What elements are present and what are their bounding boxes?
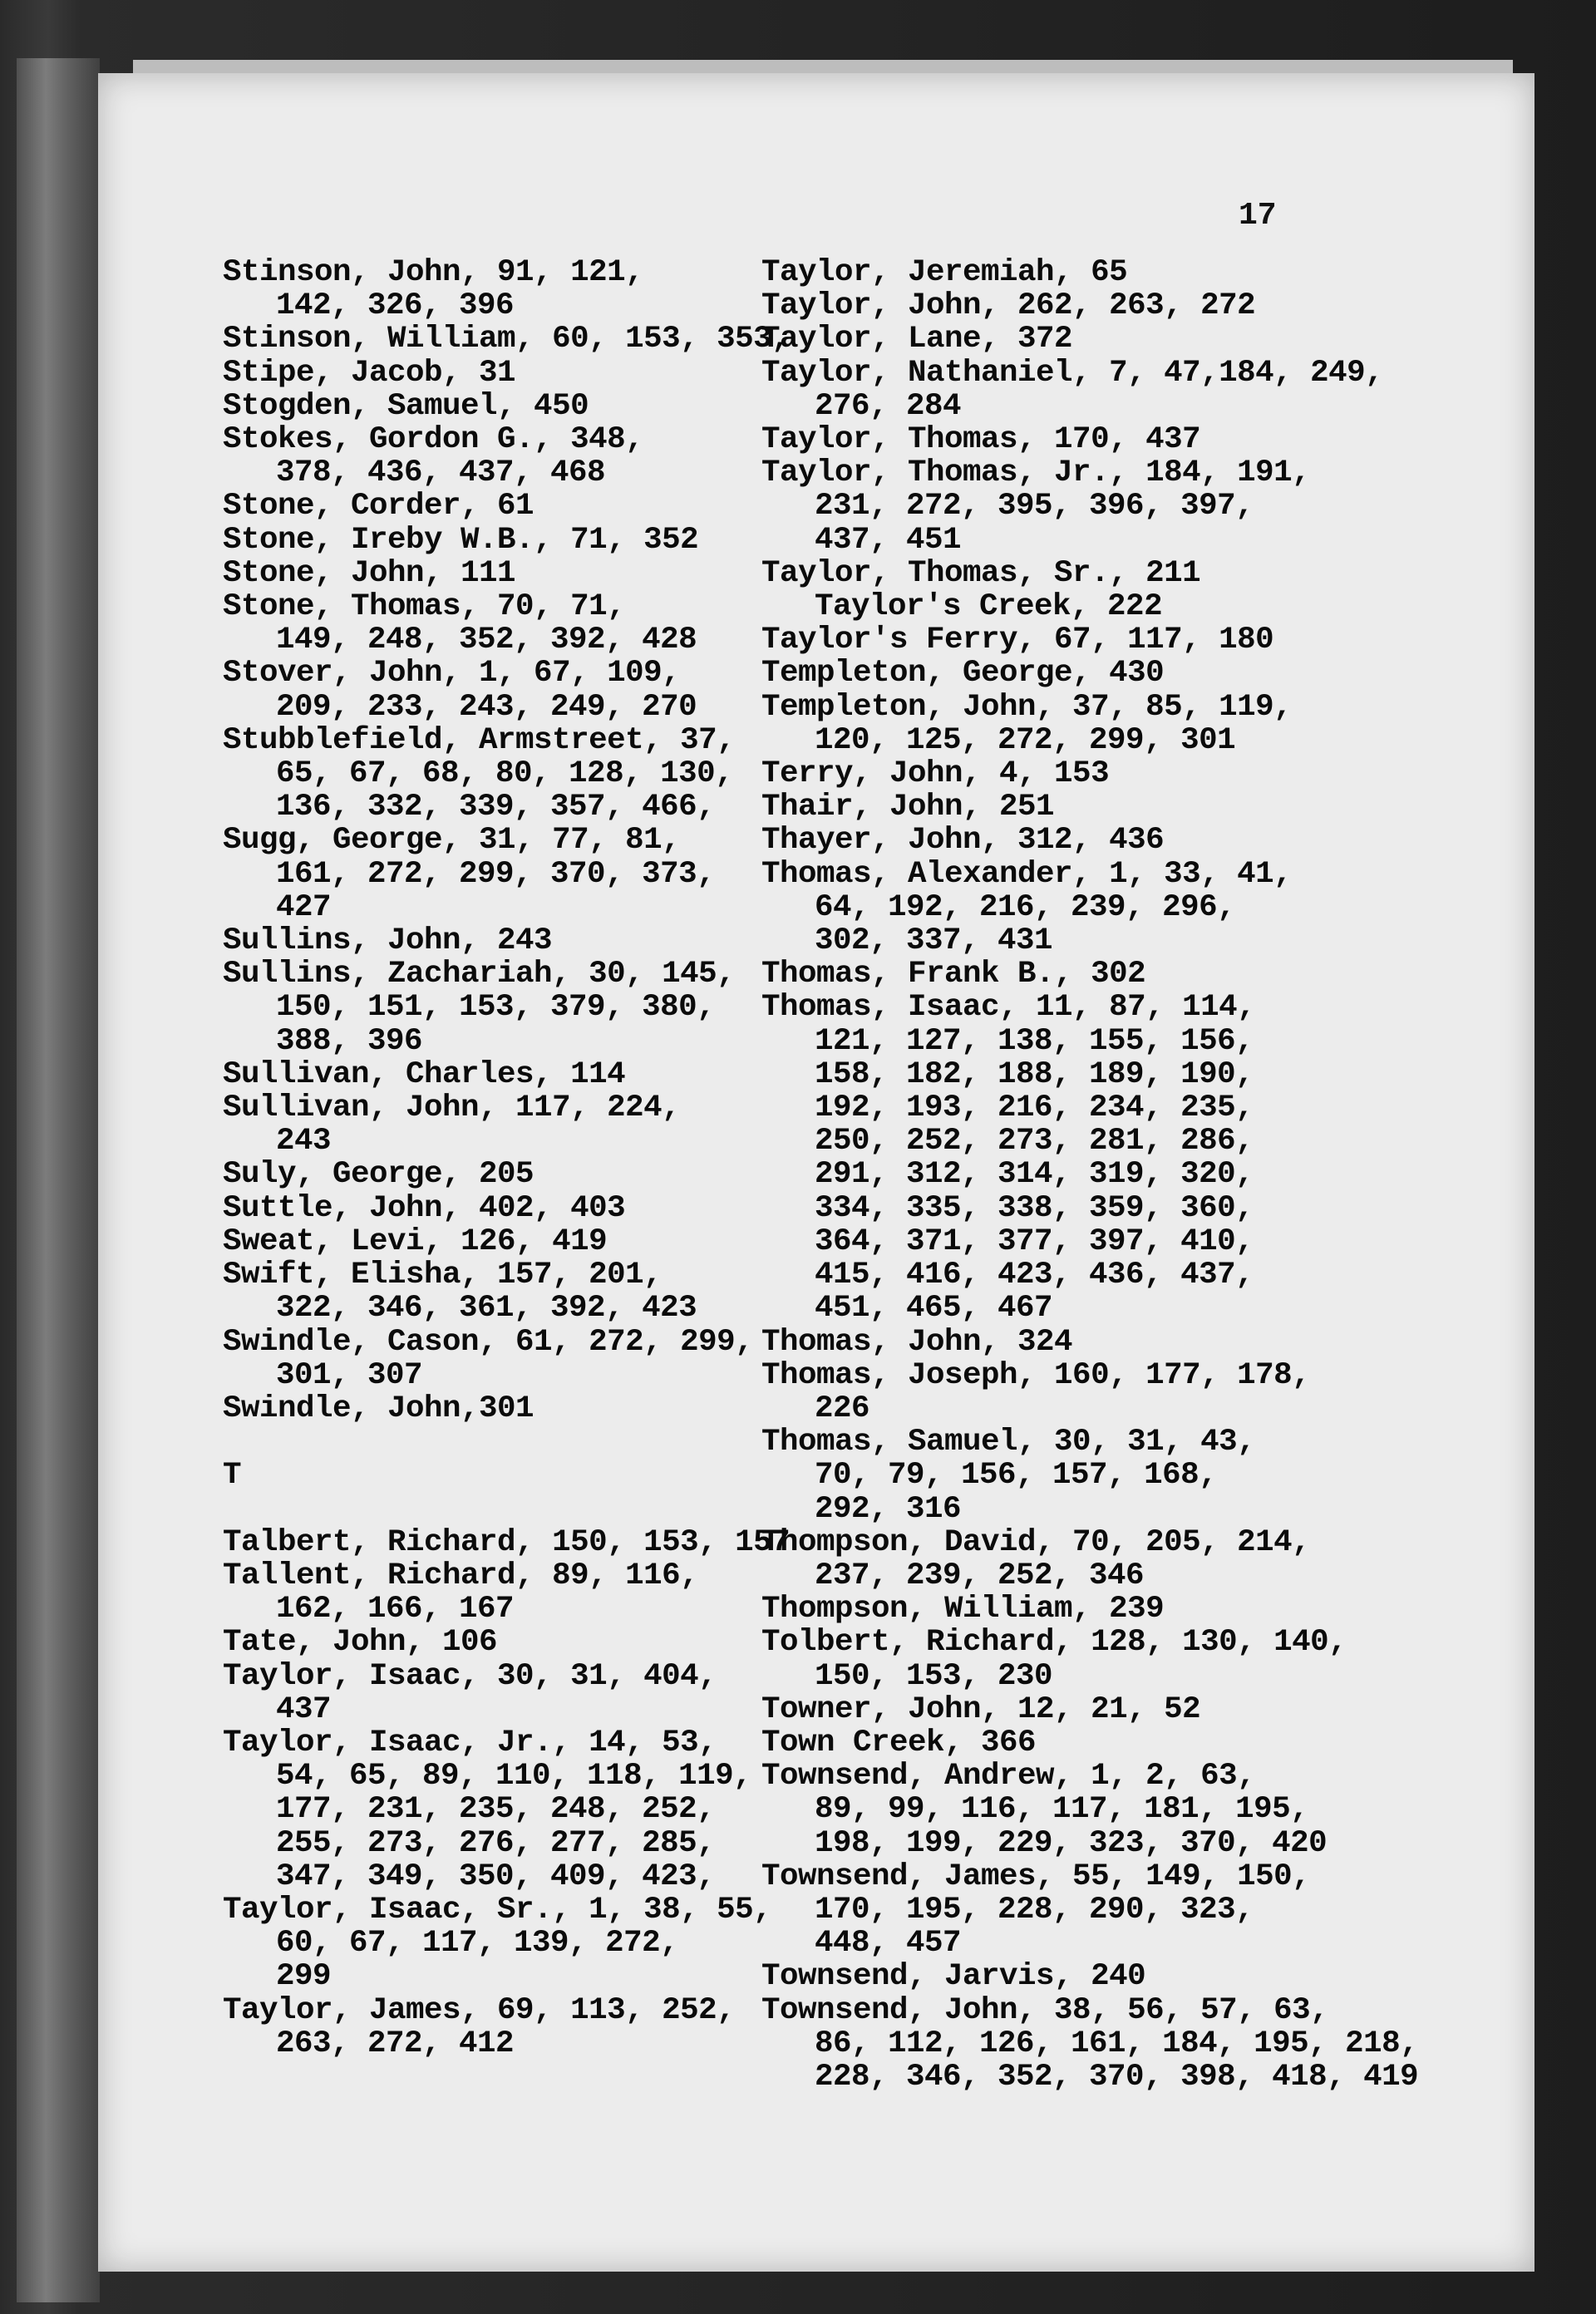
index-column-left xyxy=(223,255,791,2061)
index-entry xyxy=(761,1425,1443,1526)
index-entry-pages: 388, 396 xyxy=(276,1023,423,1059)
index-entry-name: Townsend, Jarvis, 240 xyxy=(761,1959,1146,1995)
index-entry-name: Sullivan, Charles, 114 xyxy=(223,1056,626,1092)
index-entry-pages: 255, 273, 276, 277, 285, xyxy=(276,1825,716,1861)
index-entry-pages: 60, 67, 117, 139, 272, xyxy=(276,1926,679,1962)
index-entry xyxy=(223,657,755,723)
index-entry xyxy=(223,524,755,557)
index-entry-name: Talbert, Richard, 150, 153, 157 xyxy=(223,1524,791,1560)
index-entry-pages: 451, 465, 467 xyxy=(815,1291,1053,1327)
index-entry-name: Tallent, Richard, 89, 116, xyxy=(223,1558,699,1593)
index-entry-name: Stokes, Gordon G., 348, xyxy=(223,422,644,458)
index-entry-pages: 347, 349, 350, 409, 423, xyxy=(276,1859,716,1894)
index-entry-pages: 231, 272, 395, 396, 397, xyxy=(815,489,1254,524)
index-entry-name: Stone, John, 111 xyxy=(223,555,516,591)
index-entry xyxy=(223,1058,755,1091)
index-entry-name: Townsend, James, 55, 149, 150, xyxy=(761,1859,1311,1894)
index-entry-name: Town Creek, 366 xyxy=(761,1725,1037,1760)
index-entry-pages: 415, 416, 423, 436, 437, xyxy=(815,1258,1254,1293)
index-entry-pages: 448, 457 xyxy=(815,1926,962,1962)
index-entry-name: Thompson, William, 239 xyxy=(761,1592,1165,1627)
index-entry-name: Taylor, Nathaniel, 7, 47,184, 249, xyxy=(761,355,1384,391)
index-entry-name: Thomas, Alexander, 1, 33, 41, xyxy=(761,856,1293,892)
index-entry xyxy=(761,1760,1443,1860)
index-entry-pages: 364, 371, 377, 397, 410, xyxy=(815,1223,1254,1259)
index-entry-name: Taylor, Lane, 372 xyxy=(761,322,1073,357)
index-entry xyxy=(761,790,1443,824)
index-entry-pages: 158, 182, 188, 189, 190, xyxy=(815,1056,1254,1092)
index-entry xyxy=(223,1726,755,1893)
index-entry xyxy=(761,691,1443,757)
index-entry-name: Thair, John, 251 xyxy=(761,790,1055,825)
index-entry-pages: 334, 335, 338, 359, 360, xyxy=(815,1190,1254,1226)
index-entry xyxy=(223,1192,755,1225)
index-entry-pages: 276, 284 xyxy=(815,388,962,424)
section-spacer xyxy=(223,1493,755,1526)
index-entry xyxy=(761,958,1443,991)
index-entry-pages: 228, 346, 352, 370, 398, 418, 419 xyxy=(815,2059,1419,2095)
index-entry-name: Sullins, John, 243 xyxy=(223,923,553,959)
index-entry-name: Thomas, Joseph, 160, 177, 178, xyxy=(761,1357,1311,1393)
index-entry-name: Taylor, Isaac, Jr., 14, 53, xyxy=(223,1725,717,1760)
index-entry-pages: 378, 436, 437, 468 xyxy=(276,455,606,491)
index-entry xyxy=(761,858,1443,958)
index-entry-name: Templeton, John, 37, 85, 119, xyxy=(761,689,1293,725)
index-entry-pages: 292, 316 xyxy=(815,1491,962,1527)
index-entry xyxy=(761,557,1443,623)
index-entry xyxy=(761,824,1443,857)
index-entry xyxy=(223,1225,755,1258)
index-entry xyxy=(761,423,1443,456)
index-entry-name: Thomas, Isaac, 11, 87, 114, xyxy=(761,990,1256,1026)
index-entry xyxy=(223,590,755,657)
index-entry-pages: 301, 307 xyxy=(276,1357,423,1393)
index-entry xyxy=(223,557,755,590)
index-entry xyxy=(223,1994,755,2060)
index-entry-pages: 89, 99, 116, 117, 181, 195, xyxy=(815,1792,1309,1828)
index-entry-name: Suttle, John, 402, 403 xyxy=(223,1190,626,1226)
index-entry-name: Thompson, David, 70, 205, 214, xyxy=(761,1524,1311,1560)
section-letter: T xyxy=(223,1458,242,1494)
index-entry xyxy=(761,757,1443,790)
index-entry-pages: 302, 337, 431 xyxy=(815,923,1053,959)
index-entry-name: Towner, John, 12, 21, 52 xyxy=(761,1691,1201,1727)
index-entry xyxy=(761,1526,1443,1593)
index-entry xyxy=(761,256,1443,289)
index-entry-pages: 437, 451 xyxy=(815,522,962,558)
index-entry xyxy=(223,724,755,825)
index-entry-name: Taylor, Isaac, 30, 31, 404, xyxy=(223,1658,717,1694)
index-entry xyxy=(223,1326,755,1392)
index-entry-name: Taylor, Isaac, Sr., 1, 38, 55, xyxy=(223,1892,772,1928)
index-entry xyxy=(761,623,1443,657)
index-entry-pages: 162, 166, 167 xyxy=(276,1592,515,1627)
index-entry-name: Terry, John, 4, 153 xyxy=(761,756,1110,792)
index-entry-pages: 136, 332, 339, 357, 466, xyxy=(276,790,716,825)
index-entry-pages: 54, 65, 89, 110, 118, 119, xyxy=(276,1759,752,1795)
index-entry-name: Townsend, John, 38, 56, 57, 63, xyxy=(761,1992,1329,2028)
page-number: 17 xyxy=(1239,198,1277,234)
index-entry xyxy=(223,1626,755,1659)
index-entry-name: Stinson, John, 91, 121, xyxy=(223,255,644,290)
index-entry xyxy=(761,1626,1443,1692)
index-entry-pages: 243 xyxy=(276,1124,332,1159)
index-entry-name: Taylor, James, 69, 113, 252, xyxy=(223,1992,736,2028)
index-entry-pages: 291, 312, 314, 319, 320, xyxy=(815,1157,1254,1193)
index-entry-pages: 150, 153, 230 xyxy=(815,1658,1053,1694)
index-entry xyxy=(223,824,755,924)
index-entry-name: Taylor's Ferry, 67, 117, 180 xyxy=(761,623,1274,658)
index-entry xyxy=(223,357,755,390)
index-entry-name: Suly, George, 205 xyxy=(223,1157,534,1193)
index-entry-pages: 64, 192, 216, 239, 296, xyxy=(815,889,1236,925)
index-entry-pages: 192, 193, 216, 234, 235, xyxy=(815,1091,1254,1126)
index-entry-pages: 121, 127, 138, 155, 156, xyxy=(815,1023,1254,1059)
index-entry xyxy=(223,490,755,523)
index-entry-pages: 209, 233, 243, 249, 270 xyxy=(276,689,697,725)
index-entry-pages: 150, 151, 153, 379, 380, xyxy=(276,990,716,1026)
index-entry-pages: 299 xyxy=(276,1959,332,1995)
index-entry-name: Thomas, Frank B., 302 xyxy=(761,957,1146,992)
index-entry-name: Taylor, Jeremiah, 65 xyxy=(761,255,1128,290)
index-entry xyxy=(761,991,1443,1325)
index-entry xyxy=(761,357,1443,423)
index-entry xyxy=(223,322,791,357)
index-entry xyxy=(223,423,755,490)
index-entry xyxy=(761,1693,1443,1726)
index-entry-name: Swift, Elisha, 157, 201, xyxy=(223,1258,663,1293)
index-entry-name: Templeton, George, 430 xyxy=(761,656,1165,692)
index-entry-name: Stinson, William, 60, 153, 353, xyxy=(223,322,791,357)
index-entry xyxy=(223,1524,791,1560)
index-entry xyxy=(761,1593,1443,1626)
index-entry-name: Stone, Thomas, 70, 71, xyxy=(223,589,626,625)
index-entry xyxy=(761,1726,1443,1760)
index-entry-pages: 70, 79, 156, 157, 168, xyxy=(815,1458,1218,1494)
index-entry-name: Stubblefield, Armstreet, 37, xyxy=(223,722,736,758)
index-entry xyxy=(223,1392,755,1425)
index-entry-name: Townsend, Andrew, 1, 2, 63, xyxy=(761,1759,1256,1795)
index-entry-pages: 65, 67, 68, 80, 128, 130, xyxy=(276,756,734,792)
index-entry-name: Stone, Corder, 61 xyxy=(223,489,534,524)
index-entry-name: Sweat, Levi, 126, 419 xyxy=(223,1223,608,1259)
index-entry-name: Thomas, John, 324 xyxy=(761,1324,1073,1360)
index-entry xyxy=(223,1158,755,1191)
index-entry-name: Stipe, Jacob, 31 xyxy=(223,355,516,391)
index-entry-name: Sullins, Zachariah, 30, 145, xyxy=(223,957,736,992)
index-entry xyxy=(761,1960,1443,1993)
index-entry-name: Swindle, Cason, 61, 272, 299, xyxy=(223,1324,754,1360)
index-entry-pages: Taylor's Creek, 222 xyxy=(815,589,1163,625)
index-entry-name: Taylor, Thomas, Sr., 211 xyxy=(761,555,1201,591)
index-entry xyxy=(761,1359,1443,1425)
section-spacer xyxy=(223,1425,755,1459)
index-entry-pages: 170, 195, 228, 290, 323, xyxy=(815,1892,1254,1928)
index-entry-pages: 427 xyxy=(276,889,332,925)
index-entry xyxy=(761,1994,1443,2095)
index-entry-pages: 161, 272, 299, 370, 373, xyxy=(276,856,716,892)
index-entry xyxy=(761,289,1443,322)
index-entry-pages: 198, 199, 229, 323, 370, 420 xyxy=(815,1825,1328,1861)
index-entry-pages: 86, 112, 126, 161, 184, 195, 218, xyxy=(815,2026,1419,2061)
index-entry-pages: 226 xyxy=(815,1391,870,1426)
index-entry-pages: 250, 252, 273, 281, 286, xyxy=(815,1124,1254,1159)
index-entry-name: Tolbert, Richard, 128, 130, 140, xyxy=(761,1625,1347,1661)
index-entry xyxy=(761,322,1443,356)
index-entry xyxy=(761,1326,1443,1359)
index-entry xyxy=(223,924,755,958)
index-entry-pages: 263, 272, 412 xyxy=(276,2026,515,2061)
index-entry-name: Taylor, John, 262, 263, 272 xyxy=(761,288,1256,324)
index-entry-pages: 120, 125, 272, 299, 301 xyxy=(815,722,1236,758)
index-entry-name: Thomas, Samuel, 30, 31, 43, xyxy=(761,1425,1256,1460)
index-entry-pages: 177, 231, 235, 248, 252, xyxy=(276,1792,716,1828)
index-entry-name: Sugg, George, 31, 77, 81, xyxy=(223,823,681,859)
index-entry-pages: 437 xyxy=(276,1691,332,1727)
index-entry-name: Taylor, Thomas, 170, 437 xyxy=(761,422,1201,458)
index-entry xyxy=(223,256,755,322)
index-entry-pages: 149, 248, 352, 392, 428 xyxy=(276,623,697,658)
index-entry xyxy=(223,390,755,423)
index-entry-name: Stone, Ireby W.B., 71, 352 xyxy=(223,522,699,558)
index-entry-pages: 142, 326, 396 xyxy=(276,288,515,324)
index-entry xyxy=(223,1660,755,1726)
index-entry-name: Stover, John, 1, 67, 109, xyxy=(223,656,681,692)
index-entry xyxy=(761,456,1443,557)
index-entry-name: Sullivan, John, 117, 224, xyxy=(223,1091,681,1126)
index-entry xyxy=(223,1258,755,1325)
index-entry-name: Swindle, John,301 xyxy=(223,1391,534,1426)
index-entry-pages: 237, 239, 252, 346 xyxy=(815,1558,1145,1593)
index-entry xyxy=(761,657,1443,690)
index-entry xyxy=(223,1892,772,1995)
index-entry-name: Tate, John, 106 xyxy=(223,1625,498,1661)
index-entry xyxy=(223,958,755,1058)
binder-edge xyxy=(17,58,100,2302)
index-entry-pages: 322, 346, 361, 392, 423 xyxy=(276,1291,697,1327)
index-entry xyxy=(223,1091,755,1158)
index-entry-name: Stogden, Samuel, 450 xyxy=(223,388,589,424)
index-column-right xyxy=(761,256,1443,2094)
index-entry-name: Thayer, John, 312, 436 xyxy=(761,823,1165,859)
index-entry-name: Taylor, Thomas, Jr., 184, 191, xyxy=(761,455,1311,491)
index-entry xyxy=(761,1860,1443,1961)
index-entry xyxy=(223,1559,755,1626)
